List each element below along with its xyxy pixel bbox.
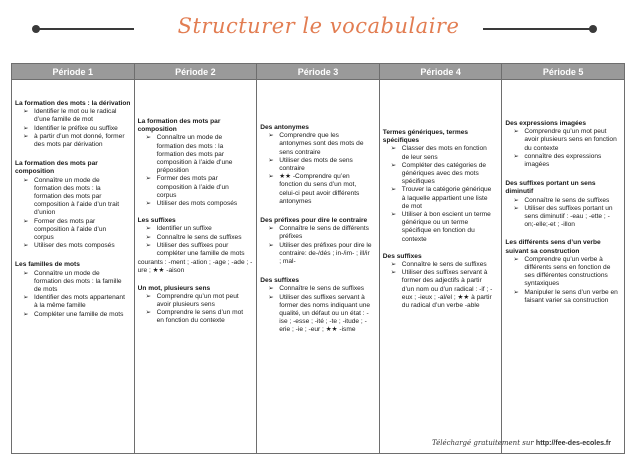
arrow-bullet-icon: ➢ — [390, 269, 397, 277]
list-item — [15, 133, 131, 149]
item-text: Utiliser à bon escient un terme générique ou un terme spécifique en fonction du contexte — [401, 211, 491, 243]
list-item — [138, 234, 254, 242]
item-text: Connaître un mode de formation des mots : la formation des mots par composition à l’aide d’un trait d’union — [34, 176, 120, 217]
item-list — [260, 132, 376, 206]
arrow-bullet-icon: ➢ — [513, 288, 519, 296]
item-list — [260, 225, 376, 266]
item-text: Utiliser des mots composés — [156, 200, 238, 208]
period-column — [257, 80, 380, 454]
arrow-bullet-icon: ➢ — [513, 196, 519, 204]
section-title: La formation des mots par composition — [137, 118, 221, 134]
period-header: Période 1 — [12, 64, 135, 80]
item-list — [138, 293, 254, 326]
section — [260, 124, 376, 206]
arrow-bullet-icon: ➢ — [23, 269, 29, 277]
period-header: Période 2 — [134, 64, 257, 80]
arrow-bullet-icon: ➢ — [23, 108, 29, 116]
list-item — [15, 270, 131, 295]
suffix-list-text: courants : -ment ; -ation ; -age ; -ade ; -ure ; ★★ -aison — [137, 259, 253, 275]
list-item — [138, 175, 254, 200]
item-list — [260, 285, 376, 334]
section — [138, 217, 254, 275]
right-decoration-dot — [589, 25, 597, 33]
arrow-bullet-icon: ➢ — [23, 176, 29, 184]
item-text: Connaître le sens de différents préfixes — [279, 225, 369, 241]
arrow-bullet-icon: ➢ — [390, 211, 397, 219]
item-text: Comprendre qu’un mot peut avoir plusieurs sens en fonction du contexte — [524, 128, 617, 152]
arrow-bullet-icon: ➢ — [268, 293, 274, 301]
section-title: Un mot, plusieurs sens — [137, 284, 211, 292]
item-list — [505, 197, 621, 230]
item-list — [15, 108, 131, 149]
item-list — [15, 270, 131, 319]
list-item — [260, 157, 376, 173]
list-item — [383, 186, 499, 211]
section — [260, 217, 376, 266]
list-item — [260, 132, 376, 157]
section — [138, 118, 254, 208]
list-item — [15, 218, 131, 243]
arrow-bullet-icon: ➢ — [513, 255, 519, 263]
item-text: Utiliser des suffixes servant à former des noms indiquant une qualité, un défaut ou un état : -ise ; -esse ; -ité ; -te ; -itude ; -erie ; -ie ; -eur ; ★★ -isme — [279, 293, 371, 334]
item-text: Utiliser des mots de sens contraire — [279, 156, 353, 173]
list-item — [15, 311, 131, 319]
item-text: Classer des mots en fonction de leur sens — [401, 145, 487, 161]
arrow-bullet-icon: ➢ — [23, 242, 29, 250]
item-list — [138, 134, 254, 208]
page-title: Structurer le vocabulaire — [177, 14, 460, 38]
list-item — [138, 134, 254, 175]
section — [15, 261, 131, 318]
period-column — [502, 80, 625, 454]
arrow-bullet-icon: ➢ — [390, 145, 397, 153]
item-text: Identifier le préfixe ou suffixe — [34, 124, 118, 132]
vocabulary-table — [11, 63, 625, 454]
list-item — [505, 197, 621, 205]
section-title: Termes génériques, termes spécifiques — [382, 129, 469, 145]
list-item — [505, 153, 621, 169]
period-column — [379, 80, 502, 454]
item-list — [505, 128, 621, 169]
footer-credit — [432, 439, 611, 447]
period-header: Période 5 — [502, 64, 625, 80]
section-title: La formation des mots : la dérivation — [15, 100, 131, 107]
arrow-bullet-icon: ➢ — [145, 134, 152, 142]
period-header: Période 4 — [379, 64, 502, 80]
item-text: Manipuler le sens d’un verbe en faisant varier sa construction — [524, 288, 618, 304]
item-text: Connaître le sens de suffixes — [156, 233, 242, 241]
item-text: Identifier un suffixe — [156, 225, 212, 233]
item-text: Compléter des catégories de génériques avec des mots spécifiques — [401, 161, 487, 186]
item-list — [383, 261, 499, 310]
list-item — [138, 200, 254, 208]
content-row — [12, 80, 625, 454]
section-title: Des suffixes portant un sens diminutif — [505, 180, 596, 196]
item-text: Utiliser des suffixes pour compléter une famille de mots — [156, 241, 245, 258]
item-text: Identifier le mot ou le radical d’une famille de mot — [34, 108, 117, 124]
list-item — [505, 289, 621, 305]
arrow-bullet-icon: ➢ — [268, 225, 274, 233]
section — [138, 285, 254, 326]
arrow-bullet-icon: ➢ — [145, 292, 152, 300]
item-text: Comprendre que les antonymes sont des mots de sens contraire — [279, 132, 364, 156]
arrow-bullet-icon: ➢ — [145, 241, 152, 249]
list-item — [260, 225, 376, 241]
list-item — [260, 242, 376, 267]
list-item — [383, 211, 499, 244]
list-item — [15, 242, 131, 250]
item-text: Comprendre qu’un mot peut avoir plusieurs sens — [156, 292, 239, 309]
arrow-bullet-icon: ➢ — [268, 285, 274, 293]
header-row — [12, 64, 625, 80]
item-text: ★★ -Comprendre qu’en fonction du sens d’un mot, celui-ci peut avoir différents antonymes — [279, 173, 360, 205]
item-text: Utiliser des mots composés — [34, 242, 115, 250]
item-text: Connaître le sens de suffixes — [524, 196, 610, 204]
section — [505, 120, 621, 169]
arrow-bullet-icon: ➢ — [23, 124, 29, 132]
item-text: Compléter une famille de mots — [34, 310, 124, 318]
arrow-bullet-icon: ➢ — [390, 161, 397, 169]
item-text: Former des mots par composition à l’aide d’un corpus — [34, 217, 107, 242]
list-item — [15, 108, 131, 124]
footer-text: Téléchargé gratuitement sur — [431, 439, 534, 447]
list-item — [505, 128, 621, 153]
item-text: Comprendre qu’un verbe à différents sens en fonction de ses différentes constructions syntaxiques — [524, 255, 611, 288]
arrow-bullet-icon: ➢ — [268, 132, 274, 140]
list-item — [383, 269, 499, 310]
item-text: Connaître un mode de formation des mots : la formation des mots par composition à l’aide d’une préposition — [156, 134, 233, 175]
section — [383, 253, 499, 310]
list-item — [260, 173, 376, 206]
section-title: Des suffixes — [382, 252, 422, 260]
item-text: Connaître un mode de formation des mots : la famille de mots — [34, 269, 122, 294]
arrow-bullet-icon: ➢ — [23, 294, 29, 302]
section-title: Les suffixes — [137, 217, 176, 225]
list-item — [505, 256, 621, 289]
arrow-bullet-icon: ➢ — [145, 225, 152, 233]
period-column — [12, 80, 135, 454]
section-title: Des antonymes — [260, 124, 309, 131]
section — [260, 277, 376, 334]
arrow-bullet-icon: ➢ — [145, 233, 152, 241]
section-title: Les différents sens d’un verbe suivant sa construction — [505, 239, 601, 255]
section-title: La formation des mots par composition — [15, 160, 98, 176]
item-list — [15, 177, 131, 251]
item-text: Trouver la catégorie générique à laquelle appartient une liste de mot — [401, 186, 492, 210]
list-item — [260, 285, 376, 293]
section — [505, 180, 621, 229]
list-item — [138, 309, 254, 325]
item-text: Former des mots par composition à l’aide d’un corpus — [156, 175, 229, 199]
arrow-bullet-icon: ➢ — [513, 204, 519, 212]
list-item — [383, 261, 499, 269]
list-item — [505, 205, 621, 230]
arrow-bullet-icon: ➢ — [145, 175, 152, 183]
arrow-bullet-icon: ➢ — [268, 241, 274, 249]
item-text: Connaître le sens de suffixes — [401, 261, 487, 269]
section — [383, 129, 499, 244]
item-list — [383, 145, 499, 243]
list-item — [15, 294, 131, 310]
arrow-bullet-icon: ➢ — [268, 173, 274, 181]
list-item — [138, 242, 254, 258]
list-item — [138, 225, 254, 233]
period-header: Période 3 — [257, 64, 380, 80]
footer-link[interactable]: http://fee-des-ecoles.fr — [535, 440, 611, 447]
arrow-bullet-icon: ➢ — [23, 310, 29, 318]
arrow-bullet-icon: ➢ — [145, 309, 152, 317]
arrow-bullet-icon: ➢ — [145, 200, 152, 208]
section-title: Les familles de mots — [15, 261, 80, 269]
arrow-bullet-icon: ➢ — [23, 217, 29, 225]
item-list — [505, 256, 621, 305]
section — [15, 160, 131, 250]
section — [505, 239, 621, 305]
arrow-bullet-icon: ➢ — [513, 128, 519, 136]
item-text: à partir d’un mot donné, former des mots par dérivation — [34, 132, 125, 149]
arrow-bullet-icon: ➢ — [390, 186, 397, 194]
item-text: Utiliser des préfixes pour dire le contraire: de-/dés ; in-/im- ; ill/ir ; mal- — [279, 241, 372, 266]
right-decoration-line — [483, 28, 593, 30]
item-text: Identifier des mots appartenant à la même famille — [34, 294, 125, 310]
section-title: Des préfixes pour dire le contraire — [260, 217, 368, 225]
item-text: Connaître le sens de suffixes — [279, 285, 365, 293]
list-item — [15, 177, 131, 218]
arrow-bullet-icon: ➢ — [390, 261, 397, 269]
list-item — [138, 293, 254, 309]
list-item — [260, 294, 376, 335]
item-list — [138, 225, 254, 258]
arrow-bullet-icon: ➢ — [23, 132, 29, 140]
item-text: Comprendre le sens d’un mot en fonction du contexte — [156, 309, 244, 325]
section — [15, 100, 131, 149]
arrow-bullet-icon: ➢ — [513, 152, 519, 160]
section-title: Des expressions imagées — [505, 120, 587, 127]
period-column — [134, 80, 257, 454]
list-item — [383, 162, 499, 187]
list-item — [15, 125, 131, 133]
arrow-bullet-icon: ➢ — [268, 156, 274, 164]
list-item — [383, 145, 499, 161]
item-text: Utiliser des suffixes servant à former des adjectifs à partir d’un nom ou d’un radical : -if ; -eux ; -ieux ; -al/el ; ★★ à partir du radical d’un verbe -able — [401, 269, 493, 310]
item-text: connaître des expressions imagées — [524, 152, 602, 169]
section-title: Des suffixes — [260, 277, 300, 285]
item-text: Utiliser des suffixes portant un sens diminutif : -eau ; -ette ; -on;-elle;-et ; -illon — [524, 204, 613, 229]
